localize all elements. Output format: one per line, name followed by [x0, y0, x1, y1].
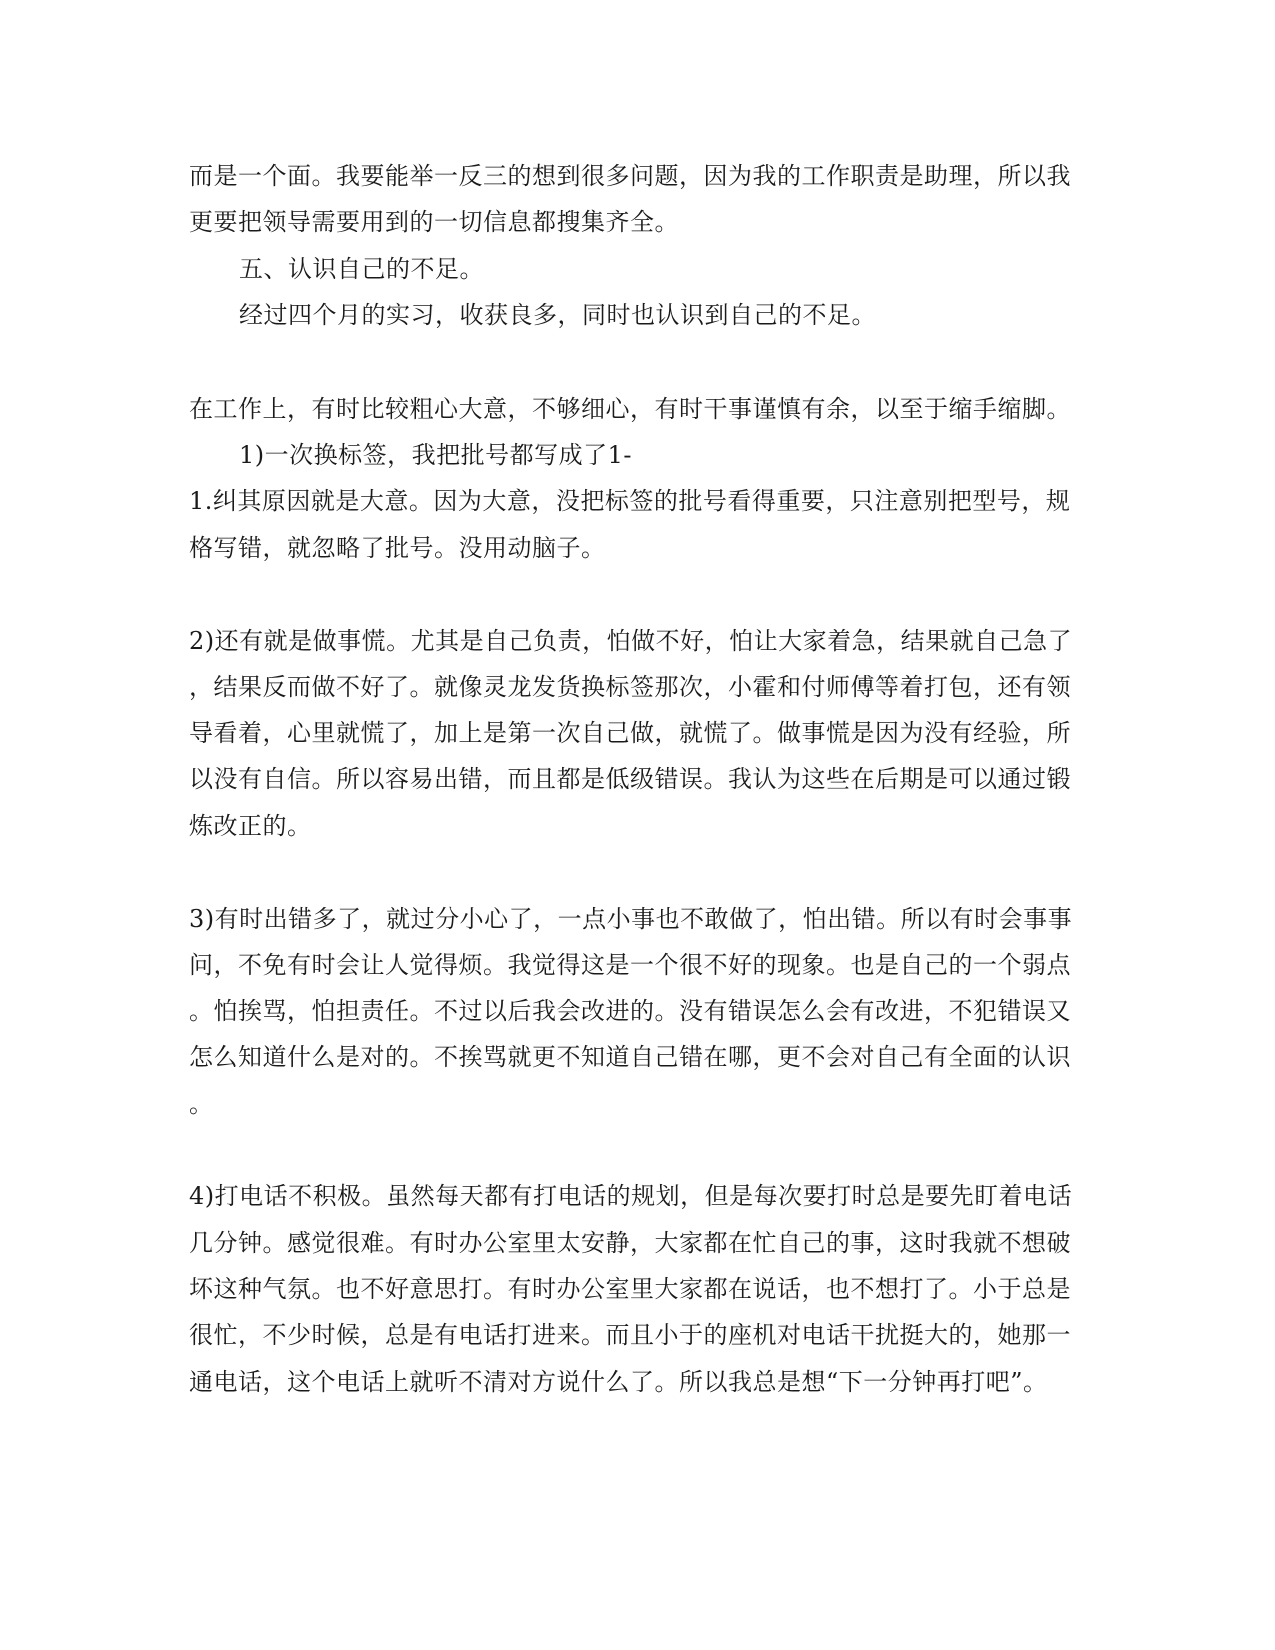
text-line: 导看着，心里就慌了，加上是第一次自己做，就慌了。做事慌是因为没有经验，所	[189, 719, 1071, 747]
text-line: 以没有自信。所以容易出错，而且都是低级错误。我认为这些在后期是可以通过锻	[189, 765, 1071, 793]
text-line: 通电话，这个电话上就听不清对方说什么了。所以我总是想“下一分钟再打吧”。	[189, 1368, 1048, 1396]
text-line: 而是一个面。我要能举一反三的想到很多问题，因为我的工作职责是助理，所以我	[189, 162, 1071, 190]
text-line: 。	[189, 1090, 214, 1118]
list-item: 1)一次换标签，我把批号都写成了1-	[239, 441, 633, 469]
text-line: 在工作上，有时比较粗心大意，不够细心，有时干事谨慎有余，以至于缩手缩脚。	[189, 395, 1071, 423]
text-line: 更要把领导需要用到的一切信息都搜集齐全。	[189, 208, 679, 236]
text-line: 。怕挨骂，怕担责任。不过以后我会改进的。没有错误怎么会有改进，不犯错误又	[189, 997, 1071, 1025]
list-item: 4)打电话不积极。虽然每天都有打电话的规划，但是每次要打时总是要先盯着电话	[189, 1182, 1073, 1210]
text-line: 几分钟。感觉很难。有时办公室里太安静，大家都在忙自己的事，这时我就不想破	[189, 1229, 1071, 1257]
text-line: 炼改正的。	[189, 812, 312, 840]
text-line: 坏这种气氛。也不好意思打。有时办公室里大家都在说话，也不想打了。小于总是	[189, 1275, 1071, 1303]
text-line: 问，不免有时会让人觉得烦。我觉得这是一个很不好的现象。也是自己的一个弱点	[189, 951, 1071, 979]
text-line: ，结果反而做不好了。就像灵龙发货换标签那次，小霍和付师傅等着打包，还有领	[189, 673, 1071, 701]
text-line: 格写错，就忽略了批号。没用动脑子。	[189, 534, 606, 562]
text-line: 很忙，不少时候，总是有电话打进来。而且小于的座机对电话干扰挺大的，她那一	[189, 1321, 1071, 1349]
section-heading: 五、认识自己的不足。	[239, 255, 484, 283]
list-item: 2)还有就是做事慌。尤其是自己负责，怕做不好，怕让大家着急，结果就自己急了	[189, 627, 1073, 655]
text-line: 经过四个月的实习，收获良多，同时也认识到自己的不足。	[239, 301, 876, 329]
text-line: 怎么知道什么是对的。不挨骂就更不知道自己错在哪，更不会对自己有全面的认识	[189, 1043, 1071, 1071]
text-line: 1.纠其原因就是大意。因为大意，没把标签的批号看得重要，只注意别把型号，规	[189, 487, 1071, 515]
list-item: 3)有时出错多了，就过分小心了，一点小事也不敢做了，怕出错。所以有时会事事	[189, 905, 1073, 933]
